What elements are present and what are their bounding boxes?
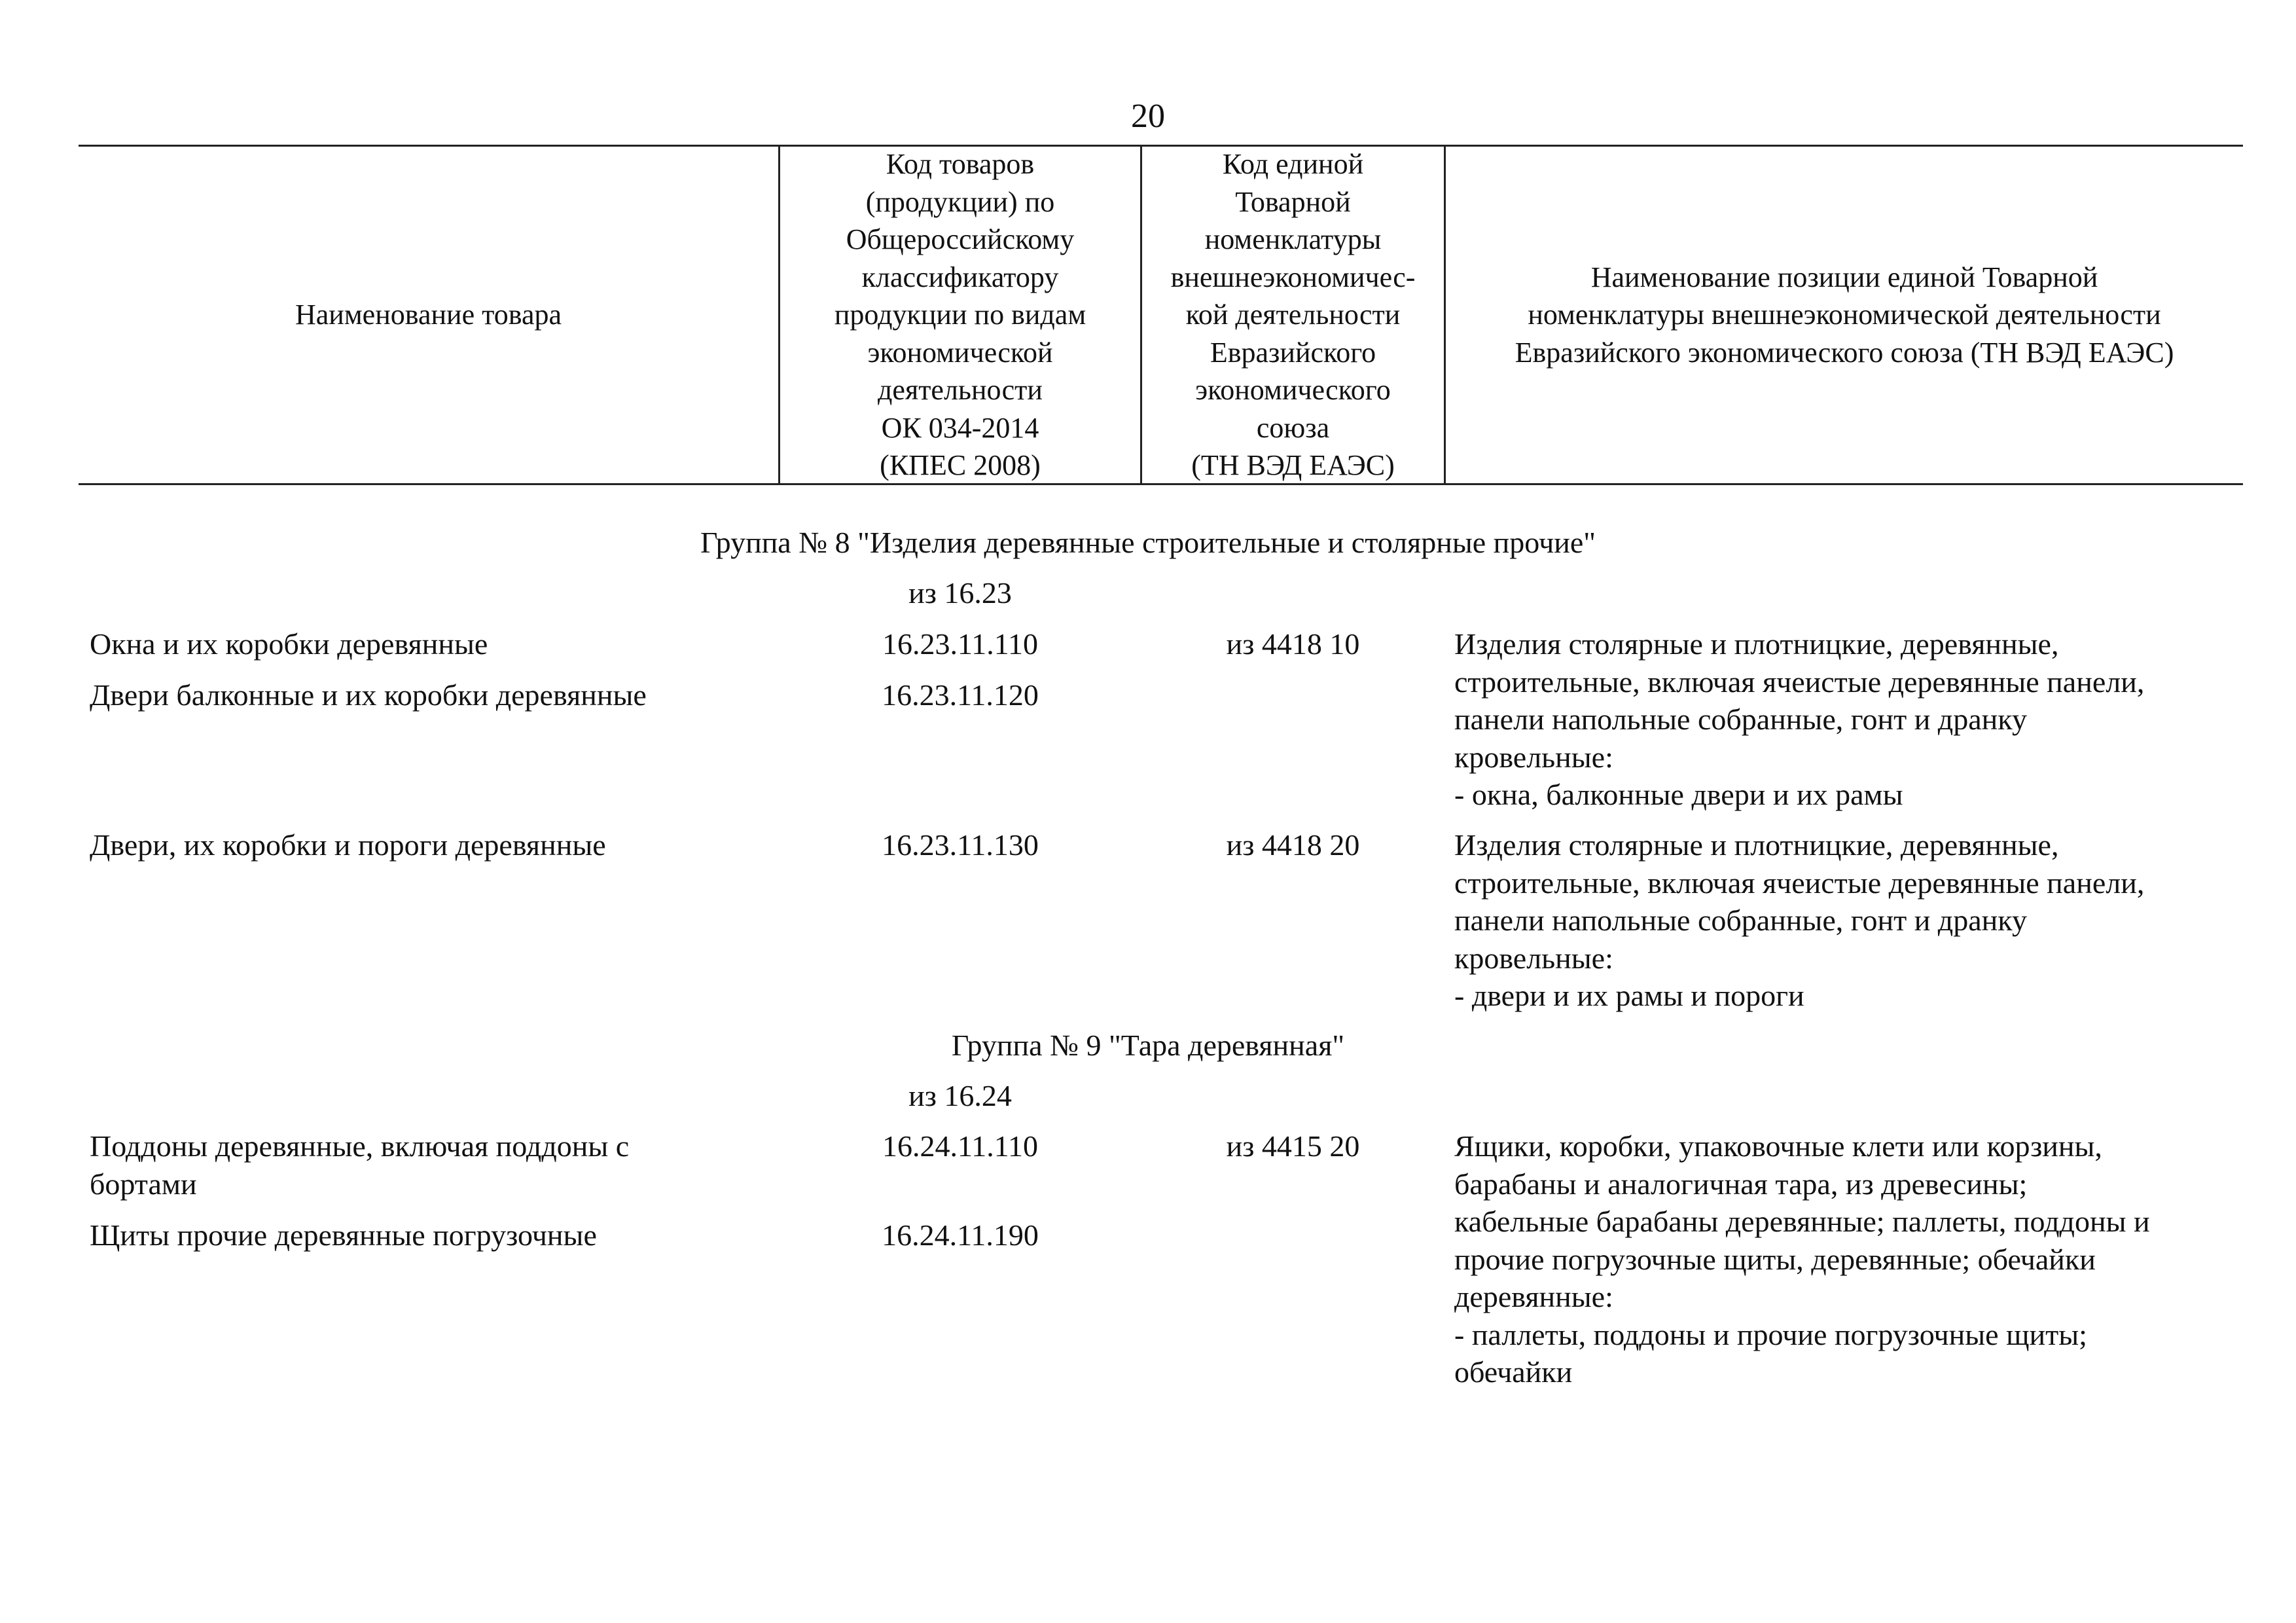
tnved-code: из 4415 20 — [1226, 1129, 1360, 1163]
okpd-code: 16.24.11.110 — [882, 1129, 1039, 1163]
page-number: 20 — [1131, 98, 1165, 135]
okpd-code: 16.23.11.120 — [882, 678, 1039, 712]
tnved-code: из 4418 20 — [1226, 828, 1360, 862]
product-name: Двери, их коробки и пороги деревянные — [90, 828, 606, 862]
group-subcode: из 16.23 — [908, 576, 1012, 610]
group-subcode: из 16.24 — [908, 1079, 1012, 1112]
header-label: Код единой Товарной номенклатуры внешнеэкономичес- кой деятельности Евразийского экономического союза (ТН ВЭД ЕАЭС) — [1170, 148, 1416, 482]
header-label: Наименование позиции единой Товарной номенклатуры внешнеэкономической деятельности Евразийского экономического союза (ТН ВЭД ЕАЭС) — [1515, 261, 2174, 369]
header-label: Наименование товара — [295, 299, 562, 331]
product-name: Окна и их коробки деревянные — [90, 627, 488, 661]
tnved-description: Изделия столярные и плотницкие, деревянные, строительные, включая ячеистые деревянные панели, панели напольные собранные, гонт и дранку кровельные: - окна, балконные двери и их рамы — [1454, 627, 2145, 811]
group-title: Группа № 8 "Изделия деревянные строительные и столярные прочие" — [700, 526, 1596, 559]
table-header-bottom-rule — [79, 483, 2243, 485]
okpd-code: 16.23.11.130 — [882, 828, 1039, 862]
tnved-code: из 4418 10 — [1226, 627, 1360, 661]
header-cell-product-name — [79, 147, 778, 483]
product-name: Поддоны деревянные, включая поддоны с бортами — [90, 1129, 630, 1201]
tnved-description: Ящики, коробки, упаковочные клети или корзины, барабаны и аналогичная тара, из древесины; кабельные барабаны деревянные; паллеты, поддоны и прочие погрузочные щиты, деревянные; обечайки деревянные: - паллеты, поддоны и прочие погрузочные щиты; обечайки — [1454, 1129, 2150, 1389]
header-label: Код товаров (продукции) по Общероссийскому классификатору продукции по видам экономической деятельности ОК 034-2014 (КПЕС 2008) — [834, 148, 1086, 482]
okpd-code: 16.24.11.190 — [882, 1218, 1039, 1252]
okpd-code: 16.23.11.110 — [882, 627, 1039, 661]
header-cell-tnved-name — [1446, 147, 2243, 483]
product-name: Щиты прочие деревянные погрузочные — [90, 1218, 597, 1252]
product-name: Двери балконные и их коробки деревянные — [90, 678, 647, 712]
header-cell-okpd-code — [780, 147, 1140, 483]
group-title: Группа № 9 "Тара деревянная" — [951, 1029, 1345, 1062]
header-cell-tnved-code — [1142, 147, 1444, 483]
tnved-description: Изделия столярные и плотницкие, деревянные, строительные, включая ячеистые деревянные панели, панели напольные собранные, гонт и дранку кровельные: - двери и их рамы и пороги — [1454, 828, 2145, 1012]
